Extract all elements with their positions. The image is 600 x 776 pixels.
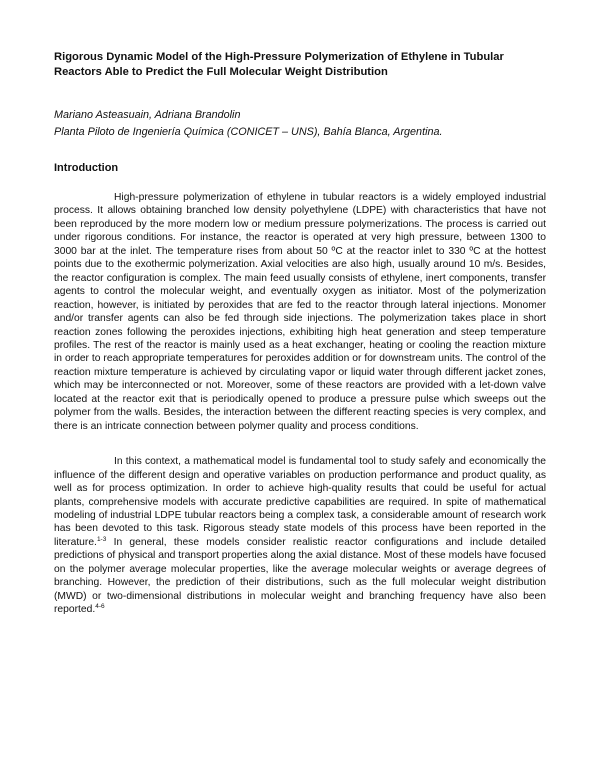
citation-ref-1-3: 1-3 — [96, 535, 107, 543]
intro-paragraph-1: High-pressure polymerization of ethylene in tubular reactors is a widely employed industrial process. It allows obtaining branched low density polyethylene (LDPE) with characteristics that have not been reproduced by the more modern low or medium pressure polymerizations. The process is carried out under rigorous conditions. For instance, the reactor is operated at very high pressure, between 1300 to 3000 bar at the inlet. The temperature rises from about 50 ºC at the reactor inlet to 330 ºC at the hottest points due to the exothermic polymerization. Axial velocities are also high, usually around 10 m/s. Besides, the reactor configuration is complex. The main feed usually consists of ethylene, inert components, transfer agents to control the molecular weight, and eventually oxygen as initiator. Most of the polymerization reaction, however, is initiated by peroxides that are fed to the reactor through lateral injections. Monomer and/or transfer agents can also be fed through side injections. The polymerization takes place in short reaction zones following the peroxides injections, exhibiting high heat generation and steep temperature profiles. The rest of the reactor is mainly used as a heat exchanger, heating or cooling the reaction mixture in order to reach appropriate temperatures for peroxides addition or for downstream units. The control of the reaction mixture temperature is achieved by circulating vapor or liquid water through different jacket zones, which may be interconnected or not. Moreover, some of these reactors are provided with a let-down valve located at the reactor exit that is periodically opened to produce a pressure pulse which sweeps out the polymer from the walls. Besides, the interaction between the different reacting species is very complex, and there is an intricate connection between polymer quality and process conditions. — [54, 192, 546, 432]
intro-paragraph-2 — [54, 455, 546, 616]
citation-ref-4-6: 4-6 — [95, 603, 105, 611]
paragraph-2-text-a: In this context, a mathematical model is fundamental tool to study safely and economically the influence of the different design and operative variables on production performance and product quality, as well as for process optimization. In order to achieve high-quality results that could be useful for actual plants, comprehensive models with accurate predictive capabilities are required. In spite of mathematical modeling of industrial LDPE tubular reactors being a complex task, a considerable amount of research work has been devoted to this task. Rigorous steady state models of this process have been reported in the literature. — [54, 456, 546, 548]
section-heading-introduction: Introduction — [54, 162, 119, 174]
author-list: Mariano Asteasuain, Adriana Brandolin — [54, 109, 241, 121]
author-affiliation: Planta Piloto de Ingeniería Química (CONICET – UNS), Bahía Blanca, Argentina. — [54, 126, 443, 138]
paper-title: Rigorous Dynamic Model of the High-Pressure Polymerization of Ethylene in Tubular Reactors Able to Predict the Full Molecular Weight Distribution — [54, 51, 504, 78]
paragraph-2-text-b: In general, these models consider realistic reactor configurations and include detailed predictions of physical and transport properties along the axial distance. Most of these models have focused on the polymer average molecular properties, like the average molecular weights or average degrees of branching. However, the prediction of their distributions, such as the full molecular weight distribution (MWD) or two-dimensional distributions in molecular weight and branching frequency have also been reported. — [54, 536, 546, 616]
